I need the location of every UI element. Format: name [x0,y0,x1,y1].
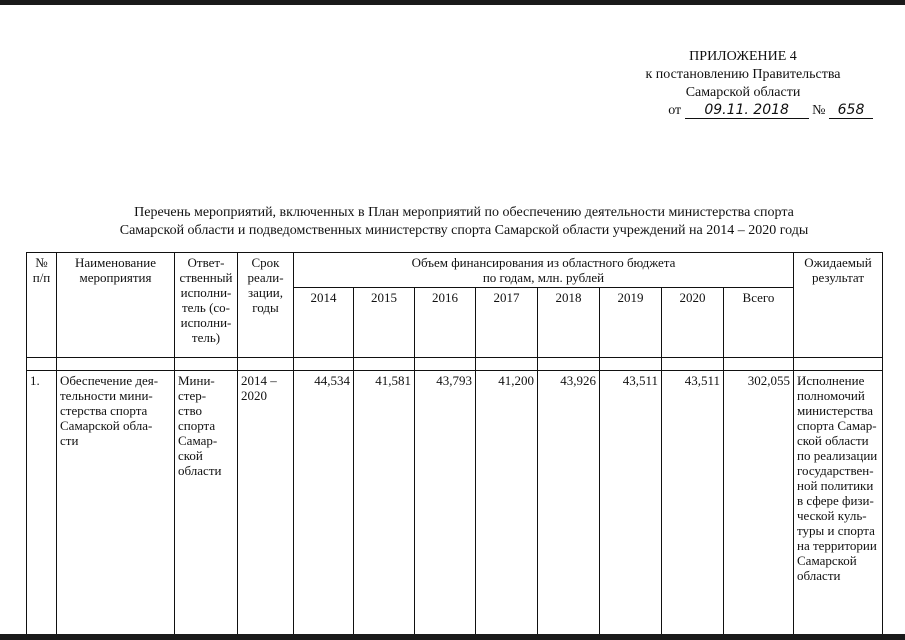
header-result: Ожидаемый результат [794,253,883,358]
row-value-2016: 43,793 [415,371,476,638]
header-row-1 [27,253,883,288]
appendix-decree: к постановлению Правительства [645,67,841,82]
activities-table [26,252,883,638]
row-num: 1. [27,371,57,638]
row-result: Исполнение полномочий министерства спорта Самар- ской области по реализации государствен- ной политики в сфере физи- ческой куль- туры и спорта на территории Самарской области [794,371,883,638]
row-gap [27,358,883,371]
header-year-2020: 2020 [662,288,724,358]
row-value-2018: 43,926 [538,371,600,638]
appendix-date-line [613,102,873,120]
header-financing: Объем финансирования из областного бюджета по годам, млн. рублей [294,253,794,288]
handwritten-number: 658 [829,103,873,119]
header-year-2015: 2015 [354,288,415,358]
header-year-2016: 2016 [415,288,476,358]
header-term: Срок реали- зации, годы [238,253,294,358]
appendix-block [613,48,873,120]
header-name: Наименование мероприятия [57,253,175,358]
row-value-2020: 43,511 [662,371,724,638]
header-year-2018: 2018 [538,288,600,358]
header-year-2014: 2014 [294,288,354,358]
row-value-2019: 43,511 [600,371,662,638]
title-line-2: Самарской области и подведомственных министерству спорта Самарской области учреждений на 2014 – 2020 годы [119,223,809,238]
header-year-2019: 2019 [600,288,662,358]
scan-edge-top [0,0,905,5]
row-value-total: 302,055 [724,371,794,638]
row-executor: Мини- стер- ство спорта Самар- ской области [175,371,238,638]
table-row [27,371,883,638]
row-value-2014: 44,534 [294,371,354,638]
appendix-region: Самарской области [685,85,801,100]
title-line-1: Перечень мероприятий, включенных в План мероприятий по обеспечению деятельности министерства спорта [134,205,794,220]
header-executor: Ответ- ственный исполни- тель (со- исполни- тель) [175,253,238,358]
header-num: № п/п [27,253,57,358]
row-value-2015: 41,581 [354,371,415,638]
appendix-title: ПРИЛОЖЕНИЕ 4 [689,49,797,64]
number-prefix: № [812,103,826,118]
row-value-2017: 41,200 [476,371,538,638]
row-name: Обеспечение дея- тельности мини- стерства спорта Самарской обла- сти [57,371,175,638]
document-title [24,204,904,240]
row-term: 2014 – 2020 [238,371,294,638]
header-total: Всего [724,288,794,358]
handwritten-date: 09.11. 2018 [685,103,809,119]
header-year-2017: 2017 [476,288,538,358]
date-prefix: от [668,103,682,118]
scan-edge-bottom [0,634,905,640]
